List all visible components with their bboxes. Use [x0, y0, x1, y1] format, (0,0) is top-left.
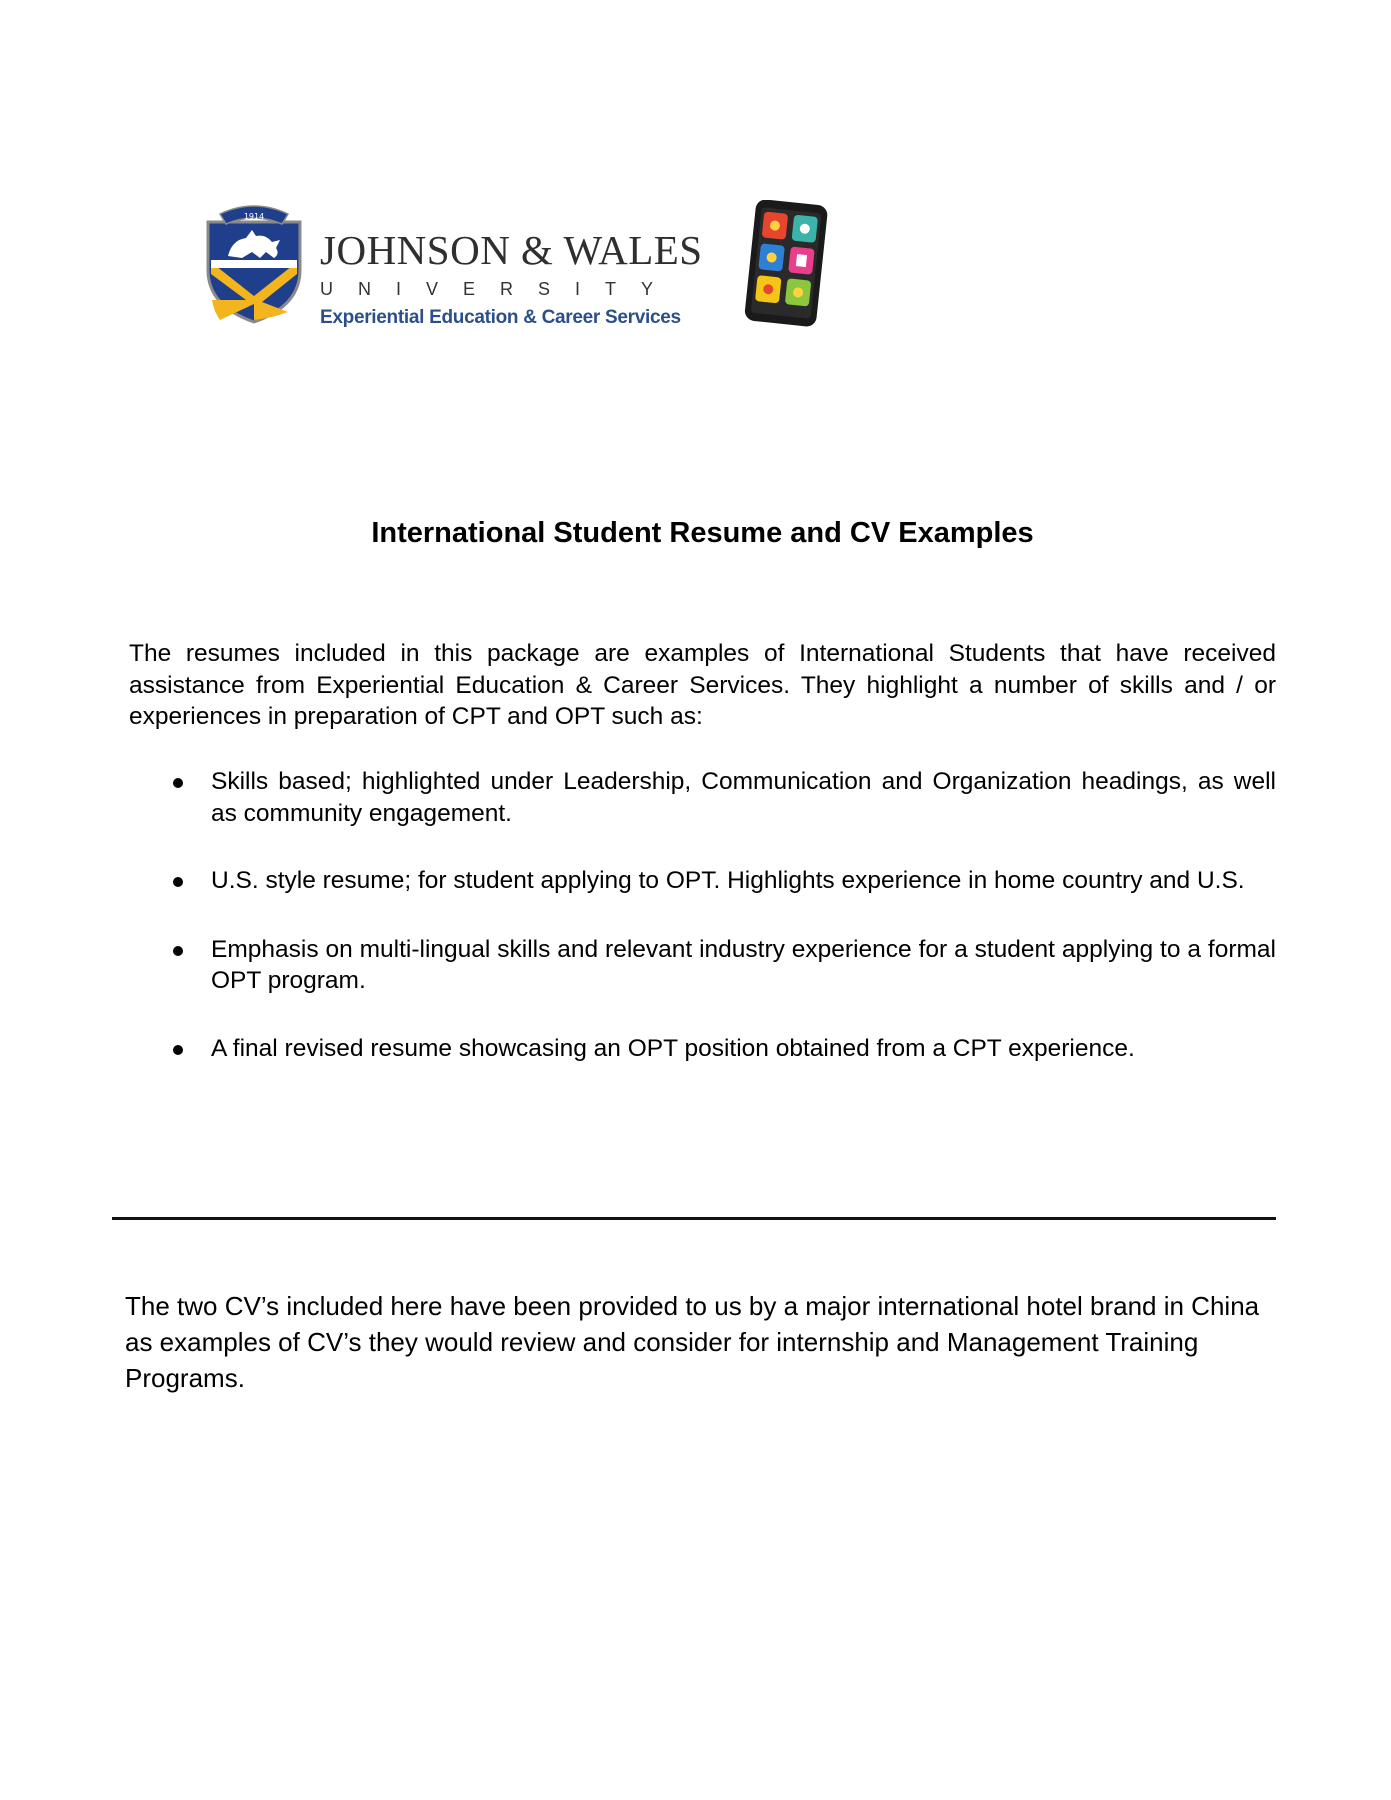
page-title: International Student Resume and CV Examples [371, 517, 1034, 549]
list-item-text: Emphasis on multi-lingual skills and relevant industry experience for a student applying to a formal OPT program. [211, 935, 1276, 994]
list-item [129, 1033, 1276, 1065]
list-item [129, 766, 1276, 829]
list-item [129, 865, 1276, 897]
list-item-text: A final revised resume showcasing an OPT position obtained from a CPT experience. [211, 1034, 1135, 1062]
intro-paragraph: The resumes included in this package are examples of International Students that have received assistance from Experiential Education & Career Services. They highlight a number of skills and / or experiences in preparation of CPT and OPT such as: [129, 640, 1276, 730]
university-logo [202, 200, 842, 340]
university-wordmark [320, 228, 703, 330]
university-crest-icon [202, 200, 306, 324]
bullet-icon [173, 778, 183, 788]
bullet-icon [173, 946, 183, 956]
section-divider [112, 1217, 1276, 1220]
closing-paragraph: The two CV’s included here have been provided to us by a major international hotel brand in China as examples of CV’s they would review and consider for internship and Management Training Programs. [125, 1291, 1260, 1393]
crest-year: 1914 [243, 212, 265, 221]
examples-list [129, 766, 1276, 1100]
university-subtitle: UNIVERSITY [320, 279, 679, 299]
university-name: JOHNSON & WALES [320, 227, 703, 273]
bullet-icon [173, 877, 183, 887]
list-item-text: U.S. style resume; for student applying to OPT. Highlights experience in home country and U.S. [211, 867, 1245, 894]
department-name: Experiential Education & Career Services [320, 307, 681, 328]
list-item [129, 934, 1276, 997]
list-item-text: Skills based; highlighted under Leadership, Communication and Organization headings, as well as community engagement. [211, 768, 1276, 827]
bullet-icon [173, 1045, 183, 1055]
smartphone-app-grid-icon [740, 200, 832, 328]
